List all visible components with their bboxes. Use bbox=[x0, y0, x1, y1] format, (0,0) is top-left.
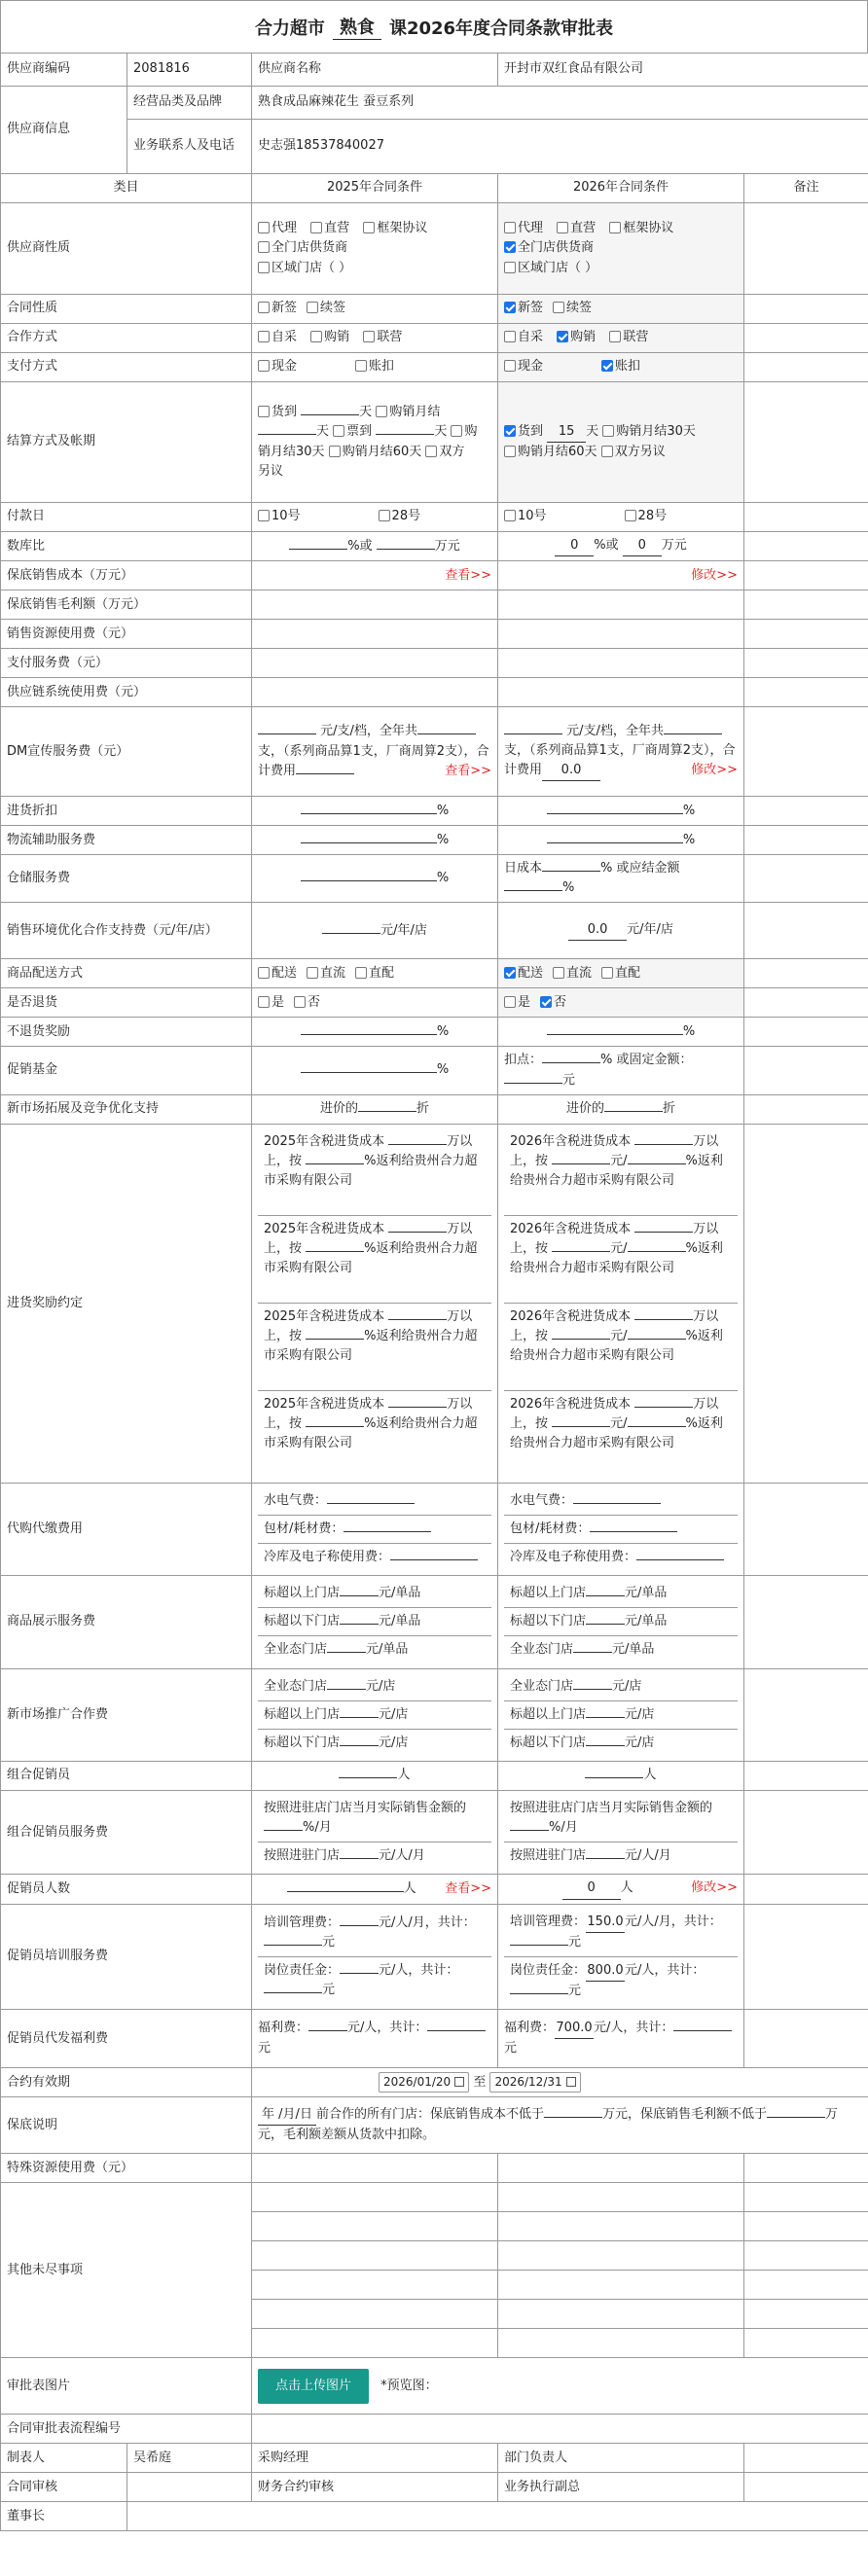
promoter-label: 组合促销员 bbox=[1, 1761, 252, 1790]
delivery-2026-flow-checkbox[interactable] bbox=[553, 967, 564, 979]
agency-label: 代购代缴费用 bbox=[1, 1483, 252, 1575]
form-title: 合力超市 熟食 课 2026年度合同条款审批表 bbox=[0, 0, 868, 53]
return-2026-yes-checkbox[interactable] bbox=[504, 996, 516, 1008]
pay-2025-cash-checkbox[interactable] bbox=[258, 360, 270, 372]
nature-2026: 代理 直营 框架协议 全门店供货商 区域门店（ ） bbox=[498, 203, 744, 295]
ratio-label: 数库比 bbox=[1, 532, 252, 561]
ctype-2026-new-checkbox[interactable] bbox=[504, 302, 516, 313]
settle-2025-other-checkbox[interactable] bbox=[425, 446, 437, 457]
ctype-2025-renew-checkbox[interactable] bbox=[307, 302, 318, 313]
calendar-icon bbox=[454, 2077, 464, 2087]
nature-label: 供应商性质 bbox=[1, 203, 252, 295]
dm-fee-label: DM宣传服务费（元） bbox=[1, 707, 252, 797]
welfare-label: 促销员代发福利费 bbox=[1, 2010, 252, 2068]
payday-2026-28-checkbox[interactable] bbox=[625, 510, 636, 521]
coop-2026-self-checkbox[interactable] bbox=[504, 331, 516, 342]
nature-2025: 代理 直营 框架协议 全门店供货商 区域门店（ ） bbox=[252, 203, 498, 295]
view-link[interactable]: 查看>> bbox=[445, 567, 491, 583]
settle-2026: 货到 15 天 购销月结30天 购销月结60天 双方另议 bbox=[498, 382, 744, 503]
settle-2025: 货到 天 购销月结 天 票到 天 购 销月结30天 购销月结60天 双方 另议 bbox=[252, 382, 498, 503]
supplier-code-label: 供应商编码 bbox=[1, 54, 127, 87]
other-label: 其他未尽事项 bbox=[1, 2183, 252, 2358]
return-2025-no-checkbox[interactable] bbox=[294, 996, 306, 1008]
end-date-input[interactable]: 2026/12/31 bbox=[489, 2072, 580, 2093]
settle-2026-other-checkbox[interactable] bbox=[601, 446, 613, 457]
coop-label: 合作方式 bbox=[1, 324, 252, 353]
maker-name: 吴希庭 bbox=[127, 2444, 252, 2473]
nature-2025-region-checkbox[interactable] bbox=[258, 262, 270, 273]
nature-2025-frame-checkbox[interactable] bbox=[363, 222, 375, 233]
settle-2025-ticket-checkbox[interactable] bbox=[333, 425, 344, 437]
settle-label: 结算方式及帐期 bbox=[1, 382, 252, 503]
settle-2025-m30-checkbox[interactable] bbox=[451, 425, 462, 437]
nature-2026-agent-checkbox[interactable] bbox=[504, 222, 516, 233]
delivery-2025-match-checkbox[interactable] bbox=[355, 967, 367, 979]
edit-link[interactable]: 修改>> bbox=[691, 567, 738, 583]
nature-remark[interactable] bbox=[744, 203, 868, 295]
payday-2025-10-checkbox[interactable] bbox=[258, 510, 270, 521]
contact-label: 业务联系人及电话 bbox=[127, 120, 252, 174]
chain-fee-label: 供应链系统使用费（元） bbox=[1, 678, 252, 707]
promoter-fee-label: 组合促销员服务费 bbox=[1, 1790, 252, 1874]
dm-view-link[interactable]: 查看>> bbox=[445, 763, 491, 778]
category-value: 熟食成品麻辣花生 蚕豆系列 bbox=[252, 87, 868, 120]
rebate-2026: 2026年含税进货成本 万以上，按 元/ %返利给贵州合力超市采购有限公司 2026年含税进货成本 万以上，按 元/ %返利给贵州合力超市采购有限公司 2026年含税进货成本 万以上，按 元/ %返利给贵州合力超市采购有限公司 2026年含税进货成本 万以上，按 元/ %返利给贵州合力超市采购有限公司 bbox=[498, 1124, 744, 1483]
supplier-name-label: 供应商名称 bbox=[252, 54, 498, 87]
coop-2025-purchase-checkbox[interactable] bbox=[310, 331, 322, 342]
promoter-edit-link[interactable]: 修改>> bbox=[691, 1880, 738, 1896]
promoter-view-link[interactable]: 查看>> bbox=[445, 1880, 491, 1896]
nature-2025-direct-checkbox[interactable] bbox=[310, 222, 322, 233]
resource-fee-label: 销售资源使用费（元） bbox=[1, 620, 252, 649]
pay-2025-deduct-checkbox[interactable] bbox=[355, 360, 367, 372]
payday-2025-28-checkbox[interactable] bbox=[379, 510, 390, 521]
calendar-icon bbox=[566, 2077, 576, 2087]
attach-label: 审批表图片 bbox=[1, 2358, 252, 2415]
pay-label: 支付方式 bbox=[1, 353, 252, 382]
logistics-label: 物流辅助服务费 bbox=[1, 826, 252, 855]
nature-2026-region-checkbox[interactable] bbox=[504, 262, 516, 273]
purchase-mgr-label: 采购经理 bbox=[252, 2444, 498, 2473]
settle-2026-m60-checkbox[interactable] bbox=[504, 446, 516, 457]
settle-2025-monthly-checkbox[interactable] bbox=[376, 406, 387, 417]
nature-2026-frame-checkbox[interactable] bbox=[609, 222, 621, 233]
pay-2026-deduct-checkbox[interactable] bbox=[601, 360, 613, 372]
delivery-label: 商品配送方式 bbox=[1, 959, 252, 988]
rebate-label: 进货奖励约定 bbox=[1, 1124, 252, 1483]
supplier-info-label: 供应商信息 bbox=[1, 87, 127, 174]
supplier-name: 开封市双红食品有限公司 bbox=[498, 54, 868, 87]
maker-label: 制表人 bbox=[1, 2444, 127, 2473]
nature-2025-allstore-checkbox[interactable] bbox=[258, 241, 270, 253]
settle-2026-goods-checkbox[interactable] bbox=[504, 425, 516, 437]
special-label: 特殊资源使用费（元） bbox=[1, 2154, 252, 2183]
finance-review-label: 财务合约审核 bbox=[252, 2473, 498, 2502]
col-item: 类目 bbox=[1, 174, 252, 203]
delivery-2026-match-checkbox[interactable] bbox=[601, 967, 613, 979]
coop-2025-self-checkbox[interactable] bbox=[258, 331, 270, 342]
contract-type-label: 合同性质 bbox=[1, 295, 252, 324]
pay-service-label: 支付服务费（元） bbox=[1, 649, 252, 678]
supplier-code: 2081816 bbox=[127, 54, 252, 87]
flow-no-label: 合同审批表流程编号 bbox=[1, 2415, 252, 2444]
settle-2025-m60-checkbox[interactable] bbox=[329, 446, 341, 457]
coop-2025-joint-checkbox[interactable] bbox=[363, 331, 375, 342]
settle-2026-m30-checkbox[interactable] bbox=[602, 425, 614, 437]
promoter-count-label: 促销员人数 bbox=[1, 1875, 252, 1904]
warehouse-label: 仓储服务费 bbox=[1, 855, 252, 903]
return-2026-no-checkbox[interactable] bbox=[540, 996, 552, 1008]
biz-vp-label: 业务执行副总 bbox=[498, 2473, 744, 2502]
rebate-2025: 2025年含税进货成本 万以上，按 %返利给贵州合力超市采购有限公司 2025年含税进货成本 万以上，按 %返利给贵州合力超市采购有限公司 2025年含税进货成本 万以上，按 %返利给贵州合力超市采购有限公司 2025年含税进货成本 万以上，按 %返利给贵州合力超市采购有限公司 bbox=[252, 1124, 498, 1483]
preview-label: *预览图： bbox=[380, 2378, 438, 2393]
guarantee-margin-label: 保底销售毛利额（万元） bbox=[1, 590, 252, 620]
form-table: 供应商编码 2081816 供应商名称 开封市双红食品有限公司 供应商信息 经营品类及品牌 熟食成品麻辣花生 蚕豆系列 业务联系人及电话 史志强18537840027 类目 2025年合同条件 2026年合同条件 备注 供应商性质 代理 直营 框架协议 全门店供货商 区域门店（ ） 代理 直营 框架协议 全门店供货商 区域门店（ ） 合同性质 新签 续签 新签 续签 合作方式 自采 购销 联营 自采 购销 联营 支付方式 现金 账扣 现金 账扣 结算方式及帐期 货到 天 购销月结 天 票到 天 购 销月结30天 购销月结60天 双方 另议 货到 15 天 购销月结30天 购销月结60天 双方另议 付款日 10号 28号 10号 28号 数库比 %或 万元 0 %或 0 万元 保底销售成本（万元） 查看>> 修改>> 保底销售毛利额（万元） 销售资源使用费（元） 支付服务费（元） 供应链系统使用费（元） DM宣传服务费（元） 元/支/档，全年共支，（系列商品算1支，厂商周算2支），合计费用 查看>> 元/支/档，全年共支，（系列商品算1支，厂商周算2支），合计费用 0.0 修改>> 进货折扣 % % 物流辅助服务费 % % 仓储服务费 % 日成本 % 或应结金额% 销售环境优化合作支持费（元/年/店） 元/年/店 0.0 元/年/店 商品配送方式 配送 直流 直配 配送 直流 直配 是否退货 是 否 是 否 不退货奖励 % % 促销基金 % 扣点： % 或固定金额：元 新市场拓展及竞争优化支持 进价的 折 进价的 折 进货奖励约定 2025年含税进货成本 万以上，按 %返利给贵州合力超市采购有限公司 2025年含税进货成本 万以上，按 %返利给贵州合力超市采购有限公司 2025年含税进货成本 万以上，按 %返利给贵州合力超市采购有限公司 2025年含税进货成本 万以上，按 %返利给贵州合力超市采购有限公司 2026年含税进货成本 万以上，按 元/ %返利给贵州合力超市采购有限公司 2026年含税进货成本 万以上，按 元/ %返利给贵州合力超市采购有限公司 2026年含税进货成本 万以上，按 元/ %返利给贵州合力超市采购有限公司 2026年含税进货成本 万以上，按 元/ %返利给贵州合力超市采购有限公司 代购代缴费用 水电气费： 包材/耗材费： 冷库及电子称使用费： 水电气费： 包材/耗材费： 冷库及电子称使用费： 商品展示服务费 标超以上门店 元/单品 标超以下门店 元/单品 全业态门店 元/单品 标超以上门店 元/单品 标超以下门店 元/单品 全业态门店 元/单品 新市场推广合作费 全业态门店 元/店 标超以上门店 元/店 标超以下门店 元/店 全业态门店 元/店 标超以上门店 元/店 标超以下门店 元/店 组合促销员 人 人 组合促销员服务费 按照进驻店门店当月实际销售金额的 %/月 按照进驻门店 元/人/月 按照进驻店门店当月实际销售金额的 %/月 按照进驻门店 元/人/月 促销员人数 人 查看>> 0 人 修改>> 促销员培训服务费 培训管理费： 元/人/月，共计：元 岗位责任金： 元/人，共计：元 培训管理费：150.0元/人/月，共计：元 岗位责任金：800.0元/人，共计：元 促销员代发福利费 福利费： 元/人，共计：元 福利费：700.0元/人，共计：元 合约有效期 2026/01/20 至 2026/12/31 保底说明 年 /月/日 前合作的所有门店：保底销售成本不低于 万元，保底销售毛利额不低于 万元，毛利额差额从货款中扣除。 特殊资源使用费（元） 其他未尽事项 审批表图片 点击上传图片 *预览图： 合同审批表流程编号 制表人 吴希庭 采购经理 部门负责人 合同审核 财务合约审核 业务执行副总 董事长 bbox=[0, 53, 868, 2531]
coop-2026-joint-checkbox[interactable] bbox=[609, 331, 621, 342]
nature-2025-agent-checkbox[interactable] bbox=[258, 222, 270, 233]
delivery-2026-deliver-checkbox[interactable] bbox=[504, 967, 516, 979]
new-promo-label: 新市场推广合作费 bbox=[1, 1668, 252, 1761]
coop-2026-purchase-checkbox[interactable] bbox=[557, 331, 568, 342]
start-date-input[interactable]: 2026/01/20 bbox=[379, 2072, 469, 2093]
new-market-label: 新市场拓展及竞争优化支持 bbox=[1, 1094, 252, 1124]
contact-value: 史志强18537840027 bbox=[252, 120, 868, 174]
delivery-2025-flow-checkbox[interactable] bbox=[307, 967, 318, 979]
env-fee-label: 销售环境优化合作支持费（元/年/店） bbox=[1, 903, 252, 959]
col-2025: 2025年合同条件 bbox=[252, 174, 498, 203]
guarantee-note-label: 保底说明 bbox=[1, 2097, 252, 2154]
category-label: 经营品类及品牌 bbox=[127, 87, 252, 120]
payday-label: 付款日 bbox=[1, 503, 252, 532]
upload-button[interactable]: 点击上传图片 bbox=[258, 2369, 369, 2404]
col-remark: 备注 bbox=[744, 174, 868, 203]
settle-2025-goods-checkbox[interactable] bbox=[258, 406, 270, 417]
discount-label: 进货折扣 bbox=[1, 797, 252, 826]
chairman-label: 董事长 bbox=[1, 2502, 127, 2531]
dm-edit-link[interactable]: 修改>> bbox=[691, 763, 738, 778]
pay-2026-cash-checkbox[interactable] bbox=[504, 360, 516, 372]
no-return-label: 不退货奖励 bbox=[1, 1018, 252, 1047]
return-label: 是否退货 bbox=[1, 988, 252, 1018]
contract-review-label: 合同审核 bbox=[1, 2473, 127, 2502]
col-2026: 2026年合同条件 bbox=[498, 174, 744, 203]
training-label: 促销员培训服务费 bbox=[1, 1904, 252, 2010]
dept-field[interactable]: 熟食 bbox=[333, 14, 381, 40]
payday-2026-10-checkbox[interactable] bbox=[504, 510, 516, 521]
return-2025-yes-checkbox[interactable] bbox=[258, 996, 270, 1008]
nature-2026-direct-checkbox[interactable] bbox=[557, 222, 568, 233]
guarantee-date-input[interactable]: 年 /月/日 bbox=[258, 2105, 316, 2126]
ctype-2026-renew-checkbox[interactable] bbox=[553, 302, 564, 313]
dept-head-label: 部门负责人 bbox=[498, 2444, 744, 2473]
validity-label: 合约有效期 bbox=[1, 2068, 252, 2097]
nature-2026-allstore-checkbox[interactable] bbox=[504, 241, 516, 253]
promo-fund-label: 促销基金 bbox=[1, 1047, 252, 1094]
ctype-2025-new-checkbox[interactable] bbox=[258, 302, 270, 313]
display-label: 商品展示服务费 bbox=[1, 1576, 252, 1668]
delivery-2025-deliver-checkbox[interactable] bbox=[258, 967, 270, 979]
guarantee-cost-label: 保底销售成本（万元） bbox=[1, 561, 252, 590]
